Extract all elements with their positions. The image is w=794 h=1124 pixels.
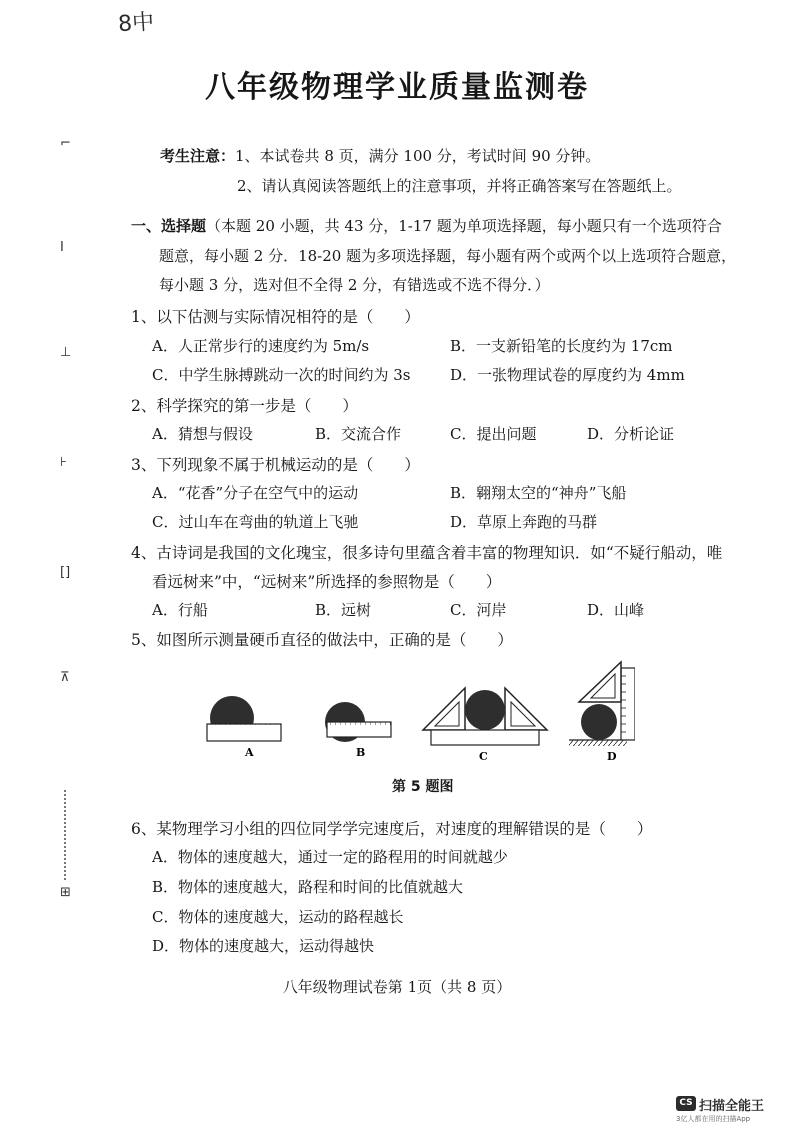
notice-item-1: 1、本试卷共 8 页，满分 100 分，考试时间 90 分钟。 (235, 147, 601, 165)
question-1-option-b: B．一支新铅笔的长度约为 17cm (450, 337, 673, 355)
page-footer: 八年级物理试卷第 1页（共 8 页） (282, 978, 512, 996)
question-3-option-a: A．“花香”分子在空气中的运动 (152, 484, 359, 502)
scanner-logo-icon: CS (676, 1096, 696, 1111)
figure-label-c: C (479, 750, 488, 763)
question-2-stem: 2、科学探究的第一步是（ ） (131, 397, 358, 415)
figure-label-a: A (245, 746, 254, 759)
binding-mark: I (60, 240, 64, 255)
question-3-option-d: D．草原上奔跑的马群 (450, 513, 598, 531)
binding-dotted-line (64, 790, 66, 880)
figure-b (325, 702, 391, 759)
exam-title: 八年级物理学业质量监测卷 (205, 70, 589, 105)
question-1-stem: 1、以下估测与实际情况相符的是（ ） (131, 308, 420, 326)
figure-label-d: D (607, 750, 617, 763)
question-3-option-c: C．过山车在弯曲的轨道上飞驰 (152, 513, 359, 531)
question-4-option-b: B．远树 (315, 601, 372, 619)
coin-measurement-figure (195, 660, 635, 770)
question-3-stem: 3、下列现象不属于机械运动的是（ ） (131, 456, 420, 474)
question-2-option-d: D．分析论证 (587, 425, 675, 443)
question-1-option-d: D．一张物理试卷的厚度约为 4mm (450, 366, 685, 384)
coin-c (465, 690, 505, 730)
figure-label-b: B (356, 746, 366, 759)
binding-mark: [] (60, 565, 71, 580)
question-2-option-b: B．交流合作 (315, 425, 402, 443)
figure-d (569, 662, 635, 763)
question-4-stem-line-1: 4、古诗词是我国的文化瑰宝，很多诗句里蕴含着丰富的物理知识．如“不疑行船动，唯 (131, 544, 723, 562)
figure-a (207, 696, 281, 759)
section-desc-1: （本题 20 小题，共 43 分，1-17 题为单项选择题，每小题只有一个选项符合 (206, 217, 722, 235)
section-heading-line (131, 215, 722, 236)
question-3-option-b: B．翱翔太空的“神舟”飞船 (450, 484, 627, 502)
question-6-option-c: C．物体的速度越大，运动的路程越长 (152, 908, 404, 926)
question-6-option-a: A．物体的速度越大，通过一定的路程用的时间就越少 (152, 848, 508, 866)
scanner-app-tagline: 3亿人都在用的扫描App (676, 1115, 751, 1123)
binding-mark: ⊥ (60, 345, 72, 360)
section-desc-2: 题意，每小题 2 分．18-20 题为多项选择题，每小题有两个或两个以上选项符合题意， (159, 247, 737, 265)
question-4-stem-line-2: 看远树来”中，“远树来”所选择的参照物是（ ） (152, 573, 502, 591)
figure-caption: 第 5 题图 (392, 779, 454, 795)
ground-d (569, 740, 627, 746)
binding-mark: ⊞ (60, 885, 71, 900)
binding-mark: ⊦ (60, 455, 67, 470)
question-1-option-c: C．中学生脉搏跳动一次的时间约为 3s (152, 366, 411, 384)
binding-mark: ⊼ (60, 670, 70, 685)
question-6-option-b: B．物体的速度越大，路程和时间的比值就越大 (152, 878, 464, 896)
question-4-option-a: A．行船 (152, 601, 208, 619)
coin-d (581, 704, 617, 740)
section-heading: 一、选择题 (131, 217, 207, 235)
binding-mark: ⌐ (60, 136, 71, 151)
handwritten-note: 8中 (117, 9, 155, 38)
notice-line-1 (160, 145, 600, 166)
ruler-d (621, 668, 635, 740)
question-1-option-a: A．人正常步行的速度约为 5m/s (152, 337, 370, 355)
notice-item-2: 2、请认真阅读答题纸上的注意事项，并将正确答案写在答题纸上。 (237, 177, 682, 195)
section-desc-3: 每小题 3 分，选对但不全得 2 分，有错选或不选不得分．） (159, 276, 550, 294)
question-4-option-c: C．河岸 (450, 601, 507, 619)
question-6-option-d: D．物体的速度越大，运动得越快 (152, 937, 375, 955)
question-5-stem: 5、如图所示测量硬币直径的做法中，正确的是（ ） (131, 631, 513, 649)
notice-label: 考生注意： (160, 147, 236, 165)
scanner-app-name: 扫描全能王 (699, 1099, 765, 1114)
question-4-option-d: D．山峰 (587, 601, 645, 619)
question-2-option-c: C．提出问题 (450, 425, 537, 443)
question-6-stem: 6、某物理学习小组的四位同学学完速度后，对速度的理解错误的是（ ） (131, 820, 653, 838)
question-2-option-a: A．猜想与假设 (152, 425, 253, 443)
figure-c (423, 688, 547, 763)
